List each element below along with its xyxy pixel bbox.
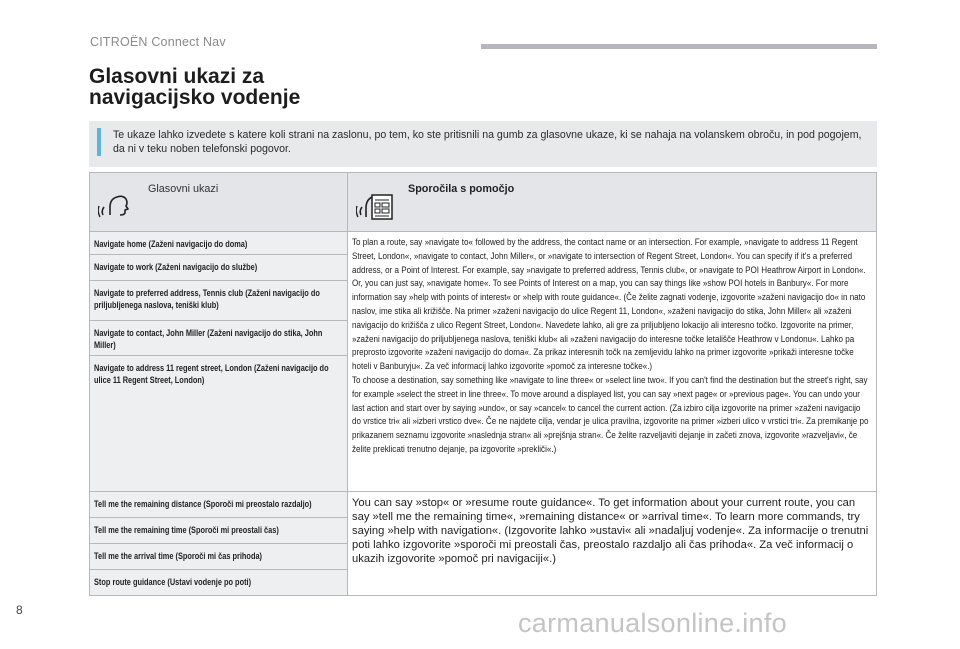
help-text-destination-selection: To choose a destination, say something like »navigate to line three« or »select line two«. If you can't find the destination but the street's right, say for example »select the street in line three«. To move around a displayed list, you can say »next page« or »previous page«. You can undo your last action and start over by saying »undo«, or say »cancel« to cancel the current action. (Za izbiro cilja izgovorite na primer »zaženi navigacijo do vrstice tri« ali »izberi vrstico dve«. Če ne najdete cilja, vendar je ulica pravilna, izgovorite na primer »izberi ulico v vrstici tri«. Za premikanje po prikazanem seznamu izgovorite »naslednja stran« ali »prejšnja stran«. Če želite razveljaviti dejanje in začeti znova, izgovorite »razveljavi«, če želite preklicati trenutno dejanje, pa izgovorite »prekliči«.)	[352, 374, 869, 455]
table-row	[90, 492, 877, 518]
column-header-help: Sporočila s pomočjo	[408, 183, 515, 195]
command-cell	[90, 518, 348, 544]
page-title-line-2: navigacijsko vodenje	[89, 86, 301, 109]
header-cell-commands	[90, 173, 348, 232]
command-cell	[90, 232, 348, 255]
help-text-route-guidance: You can say »stop« or »resume route guidance«. To get information about your current route, you can say »tell me the remaining time«, »remaining distance« or »arrival time«. To learn more commands, try saying »help with navigation«. (Izgovorite lahko »ustavi« ali »nadaljuj vodenje«. Za informacije o trenutni poti lahko izgovorite »sporoči mi preostali čas, preostalo razdaljo ali čas prihoda«. Za več informacij o ukazih izgovorite »pomoč pri navigaciji«.)	[352, 497, 869, 565]
command-cell	[90, 356, 348, 492]
command-cell	[90, 492, 348, 518]
command-text: Tell me the arrival time (Sporoči mi čas prihoda)	[94, 551, 263, 561]
command-text: Navigate to contact, John Miller (Zaženi navigacijo do stika, John Miller)	[94, 328, 323, 350]
help-description-cell	[348, 232, 877, 492]
command-text: Navigate to work (Zaženi navigacijo do službe)	[94, 262, 258, 272]
command-text: Tell me the remaining time (Sporoči mi preostali čas)	[94, 525, 279, 535]
table-header-row	[90, 173, 877, 232]
command-text: Navigate to preferred address, Tennis club (Zaženi navigacijo do priljubljenega naslova, teniški klub)	[94, 288, 320, 310]
intro-text: Te ukaze lahko izvedete s katere koli strani na zaslonu, po tem, ko ste pritisnili na gumb za glasovne ukaze, ki se nahaja na volanskem obroču, in pod pogojem, da ni v teku noben telefonski pogovor.	[113, 129, 862, 155]
help-text-route-planning: To plan a route, say »navigate to« followed by the address, the contact name or an intersection. For example, »navigate to address 11 Regent Street, London«, »navigate to contact, John Miller«, or »navigate to intersection of Regent Street, London«. You can specify if it's a preferred address, or a Point of Interest. For example, say »navigate to preferred address, Tennis club«, or »navigate to POI Heathrow Airport in London«. Or, you can just say, »navigate home«. To see Points of Interest on a map, you can say things like »show POI hotels in Banbury«. For more information say »help with points of interest« or »help with route guidance«. (Če želite zagnati vodenje, izgovorite »zaženi navigacijo do« in nato naslov, ime stika ali križišče. Na primer »zaženi navigacijo do ulice Regent 11, London«, »zaženi navigacijo do stika, John Miller« ali »zaženi navigacijo do križišča z ulico Regent Street, London«. Navedete lahko, ali gre za priljubljeno lokacijo ali interesno točko. Izgovorite na primer, »zaženi navigacijo do priljubljenega naslova, teniški klub« ali »zaženi navigacijo do interesne točke letališče Heathrow v Londonu«. Lahko pa preprosto izgovorite »zaženi navigacijo do doma«. Za prikaz interesnih točk na zemljevidu lahko na primer izgovorite »prikaži interesne točke hoteli v Banburyju«. Za več informacij lahko izgovorite »pomoč za interesne točke«.)	[352, 237, 866, 373]
page-number: 8	[16, 603, 23, 617]
command-text: Tell me the remaining distance (Sporoči mi preostalo razdaljo)	[94, 499, 312, 509]
voice-help-icon	[356, 187, 394, 223]
command-cell	[90, 281, 348, 321]
header-bar	[481, 44, 877, 49]
command-text: Navigate home (Zaženi navigacijo do doma)	[94, 239, 248, 249]
command-cell	[90, 255, 348, 281]
info-marker-icon	[97, 128, 101, 156]
command-cell	[90, 544, 348, 570]
header-brand: CITROËN Connect Nav	[90, 35, 226, 49]
command-text: Navigate to address 11 regent street, London (Zaženi navigacijo do ulice 11 Regent Street, London)	[94, 363, 329, 385]
table-row	[90, 232, 877, 255]
page-title-line-1: Glasovni ukazi za	[89, 65, 265, 88]
command-cell	[90, 570, 348, 596]
page-title	[89, 66, 300, 108]
watermark: carmanualsonline.info	[518, 608, 787, 638]
column-header-commands: Glasovni ukazi	[148, 183, 219, 195]
command-cell	[90, 321, 348, 356]
command-text: Stop route guidance (Ustavi vodenje po poti)	[94, 577, 252, 587]
intro-note	[89, 121, 877, 167]
voice-commands-table	[89, 172, 877, 596]
header-cell-help	[348, 173, 877, 232]
help-description-cell	[348, 492, 877, 596]
voice-command-icon	[98, 189, 132, 219]
